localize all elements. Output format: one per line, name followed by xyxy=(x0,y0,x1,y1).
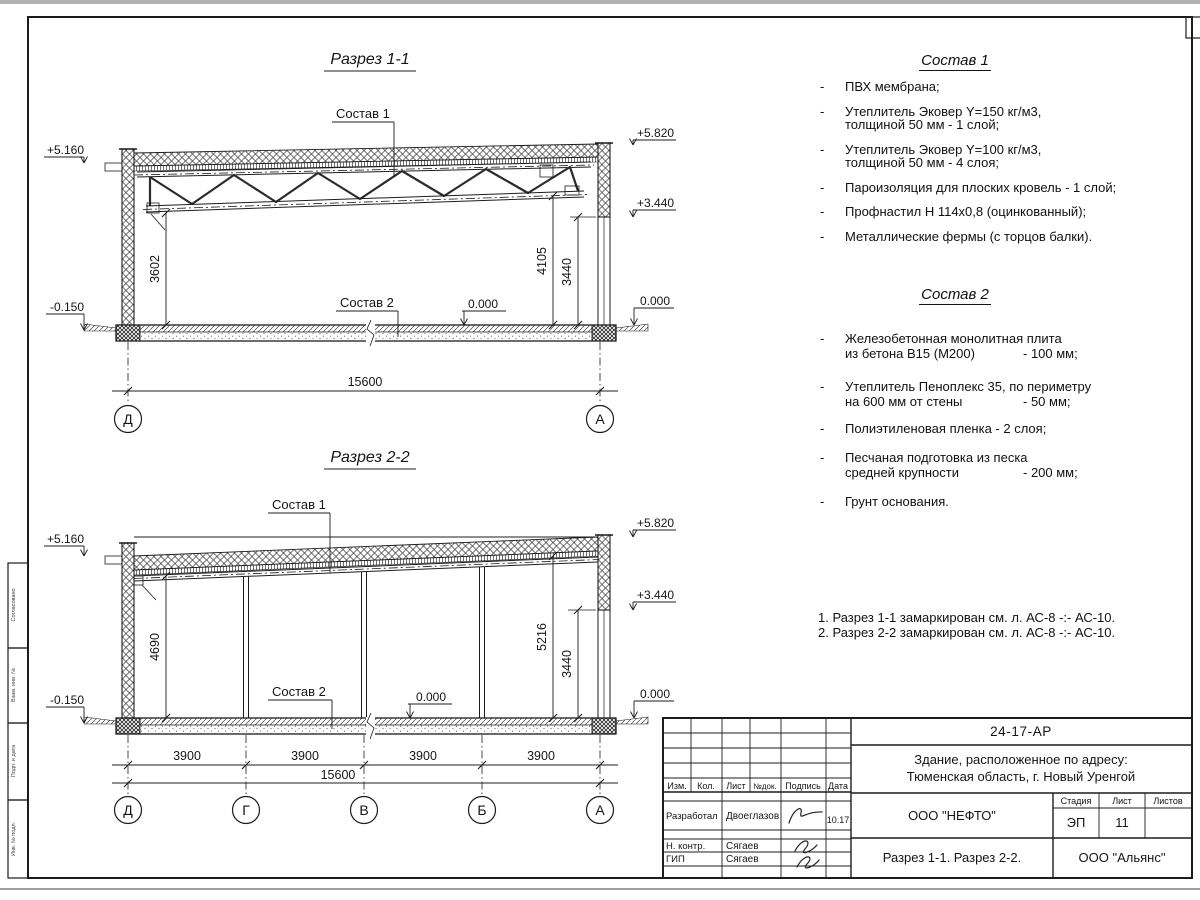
svg-text:Состав 1: Состав 1 xyxy=(336,106,390,121)
svg-text:Состав 2: Состав 2 xyxy=(340,295,394,310)
svg-text:3440: 3440 xyxy=(560,258,574,286)
col-list: Лист xyxy=(726,781,746,791)
col-izm: Изм. xyxy=(667,781,687,791)
item-text: из бетона В15 (М200) xyxy=(845,346,975,361)
svg-text:В: В xyxy=(359,802,369,818)
elevation-mark xyxy=(630,196,677,217)
svg-text:3900: 3900 xyxy=(173,749,201,763)
doc-number: 24-17-АР xyxy=(990,724,1052,739)
bullet: - xyxy=(820,204,825,219)
wall-left xyxy=(122,149,134,325)
name-developer: Двоеглазов xyxy=(726,811,780,822)
side-stamp-column xyxy=(8,563,28,878)
item-text: Грунт основания. xyxy=(845,494,949,509)
grade-wedge-right xyxy=(616,324,648,331)
floor-slab xyxy=(84,320,648,346)
elevation-mark xyxy=(630,516,677,537)
sostav1-list xyxy=(800,52,1140,243)
svg-text:4690: 4690 xyxy=(148,633,162,661)
grade-wedge-left xyxy=(84,324,116,331)
dimension-vertical xyxy=(535,192,557,329)
dimension-bays xyxy=(112,735,618,796)
bullet: - xyxy=(820,331,825,346)
elevation-mark xyxy=(46,300,88,330)
wall-right xyxy=(598,143,610,217)
svg-text:3900: 3900 xyxy=(291,749,319,763)
svg-text:Б: Б xyxy=(477,802,487,818)
axis-bubble xyxy=(587,797,614,824)
svg-text:+3.440: +3.440 xyxy=(637,588,675,602)
elevation-mark xyxy=(630,588,677,610)
axis-bubble xyxy=(587,406,614,433)
svg-text:15600: 15600 xyxy=(320,768,356,782)
item-value: - 200 мм; xyxy=(1023,465,1078,480)
bullet: - xyxy=(820,494,825,509)
svg-text:Г: Г xyxy=(242,802,250,818)
side-stamp-label: Подп. и дата xyxy=(11,744,17,778)
bullet: - xyxy=(820,141,825,157)
svg-text:А: А xyxy=(595,802,605,818)
svg-text:А: А xyxy=(595,411,605,427)
item-value: - 50 мм; xyxy=(1023,394,1071,409)
item-text: Профнастил Н 114х0,8 (оцинкованный); xyxy=(845,204,1087,219)
col-kol: Кол. xyxy=(697,781,715,791)
role-gip: ГИП xyxy=(666,854,685,865)
section-2-2-title: Разрез 2-2 xyxy=(330,449,410,466)
elevation-mark xyxy=(46,693,88,723)
dimension-span xyxy=(112,342,618,404)
sostav1-heading xyxy=(800,52,1110,69)
sostav2-heading xyxy=(800,286,1110,303)
elevation-mark xyxy=(461,297,507,325)
svg-text:0.000: 0.000 xyxy=(640,687,671,701)
signature-ncontrol xyxy=(795,841,817,853)
item-text: Песчаная подготовка из песка xyxy=(845,450,1028,465)
svg-text:5216: 5216 xyxy=(535,623,549,651)
section-2-2-drawing xyxy=(44,449,676,824)
col-podpis: Подпись xyxy=(785,781,821,791)
org2-name: ООО "Альянс" xyxy=(1078,850,1166,865)
svg-text:4105: 4105 xyxy=(535,247,549,275)
svg-text:-0.150: -0.150 xyxy=(49,300,84,314)
list-item xyxy=(800,379,1140,409)
item-text: толщиной 50 мм - 4 слоя; xyxy=(845,155,1000,170)
side-stamp-label: Согласовано xyxy=(11,588,17,622)
role-developer: Разработал xyxy=(666,811,718,822)
bullet: - xyxy=(820,103,825,119)
org-name: ООО "НЕФТО" xyxy=(908,808,996,823)
item-text: Утеплитель Эковер Y=100 кг/м3, xyxy=(845,141,1042,157)
elevation-mark xyxy=(407,690,453,718)
note-line: 2. Разрез 2-2 замаркирован см. л. АС-8 -:- АС-10. xyxy=(818,624,1116,640)
svg-text:+5.160: +5.160 xyxy=(46,143,84,157)
title-block xyxy=(663,718,1192,878)
elevation-mark xyxy=(630,126,677,145)
list-item xyxy=(800,105,1140,132)
grade-wedge-right xyxy=(616,717,648,724)
svg-text:3602: 3602 xyxy=(148,255,162,283)
axis-bubble xyxy=(469,797,496,824)
svg-text:Состав 2: Состав 2 xyxy=(272,684,326,699)
list-item xyxy=(800,494,1140,509)
item-text: Пароизоляция для плоских кровель - 1 слой; xyxy=(845,179,1117,195)
item-text: Железобетонная монолитная плита xyxy=(845,331,1062,346)
col-ndok: №док. xyxy=(753,782,777,791)
svg-text:0.000: 0.000 xyxy=(468,297,499,311)
dimension-vertical xyxy=(560,606,596,722)
note-line: 1. Разрез 1-1 замаркирован см. л. АС-8 -:- АС-10. xyxy=(818,610,1116,625)
project-name-line1: Здание, расположенное по адресу: xyxy=(914,752,1128,767)
axis-bubble xyxy=(115,406,142,433)
role-ncontrol: Н. контр. xyxy=(666,841,706,852)
date-developer: 10.17 xyxy=(826,815,850,825)
bullet: - xyxy=(820,79,825,94)
sostav2-list xyxy=(800,286,1140,509)
svg-text:+5.160: +5.160 xyxy=(46,532,84,546)
sheet-label: Лист xyxy=(1112,796,1132,806)
stage-value: ЭП xyxy=(1066,815,1086,830)
signature-developer xyxy=(789,809,822,823)
parapet-ledge xyxy=(105,556,122,564)
item-value: - 100 мм; xyxy=(1023,346,1078,361)
svg-text:Д: Д xyxy=(123,411,133,427)
bullet: - xyxy=(820,179,825,195)
sostav1-heading-text: Состав 1 xyxy=(921,52,989,69)
list-item xyxy=(800,450,1140,480)
elevation-mark xyxy=(44,143,88,163)
section-1-1-title: Разрез 1-1 xyxy=(330,51,410,68)
axis-bubble xyxy=(351,797,378,824)
svg-text:+5.820: +5.820 xyxy=(637,516,675,530)
svg-text:-0.150: -0.150 xyxy=(49,693,84,707)
list-item xyxy=(800,331,1140,361)
svg-text:+3.440: +3.440 xyxy=(637,196,675,210)
sheet-value: 11 xyxy=(1115,815,1129,830)
col-data: Дата xyxy=(828,781,848,791)
sheets-label: Листов xyxy=(1153,796,1183,806)
bullet: - xyxy=(820,228,825,244)
item-text: толщиной 50 мм - 1 слой; xyxy=(845,117,1000,132)
svg-text:0.000: 0.000 xyxy=(416,690,447,704)
svg-text:0.000: 0.000 xyxy=(640,294,671,308)
item-text: ПВХ мембрана; xyxy=(845,79,940,94)
elevation-mark xyxy=(44,532,88,556)
axis-bubble xyxy=(233,797,260,824)
list-item xyxy=(800,205,1140,219)
side-stamp-label: Взам. инв. № xyxy=(11,667,17,703)
elevation-mark xyxy=(631,294,675,325)
section-1-1-drawing xyxy=(44,51,676,433)
wall-left xyxy=(122,543,134,718)
dimension-vertical xyxy=(535,552,557,722)
item-text: Полиэтиленовая пленка - 2 слоя; xyxy=(845,421,1047,436)
svg-text:3440: 3440 xyxy=(560,650,574,678)
side-stamp-label: Инв. № подл. xyxy=(11,821,17,857)
svg-text:Д: Д xyxy=(123,802,133,818)
name-ncontrol: Сягаев xyxy=(726,841,759,852)
item-text: Утеплитель Эковер Y=150 кг/м3, xyxy=(845,103,1042,119)
list-item xyxy=(800,230,1140,244)
sheet-title: Разрез 1-1. Разрез 2-2. xyxy=(882,850,1022,865)
name-gip: Сягаев xyxy=(726,854,759,865)
parapet-ledge xyxy=(105,163,122,171)
list-item xyxy=(800,143,1140,170)
list-item xyxy=(800,80,1140,94)
grade-wedge-left xyxy=(84,717,116,724)
svg-text:3900: 3900 xyxy=(409,749,437,763)
dimension-vertical xyxy=(148,209,170,329)
bullet: - xyxy=(820,421,825,436)
item-text: Металлические фермы (с торцов балки). xyxy=(845,228,1093,244)
dimension-vertical xyxy=(560,213,596,329)
stage-label: Стадия xyxy=(1060,796,1092,806)
bullet: - xyxy=(820,450,825,465)
item-text: средней крупности xyxy=(845,465,959,480)
list-item xyxy=(800,421,1140,436)
bullet: - xyxy=(820,379,825,394)
svg-text:3900: 3900 xyxy=(527,749,555,763)
sostav2-heading-text: Состав 2 xyxy=(921,286,989,303)
item-text: Утеплитель Пеноплекс 35, по периметру xyxy=(845,379,1092,394)
svg-text:15600: 15600 xyxy=(347,375,383,389)
item-text: на 600 мм от стены xyxy=(845,394,963,409)
axis-bubble xyxy=(115,797,142,824)
notes xyxy=(818,611,1115,640)
list-item xyxy=(800,181,1140,195)
elevation-mark xyxy=(631,687,675,718)
roof-truss xyxy=(134,162,594,230)
project-name-line2: Тюменская область, г. Новый Уренгой xyxy=(906,769,1136,784)
wall-right xyxy=(598,535,610,610)
svg-text:+5.820: +5.820 xyxy=(637,126,675,140)
svg-text:Состав 1: Состав 1 xyxy=(272,497,326,512)
